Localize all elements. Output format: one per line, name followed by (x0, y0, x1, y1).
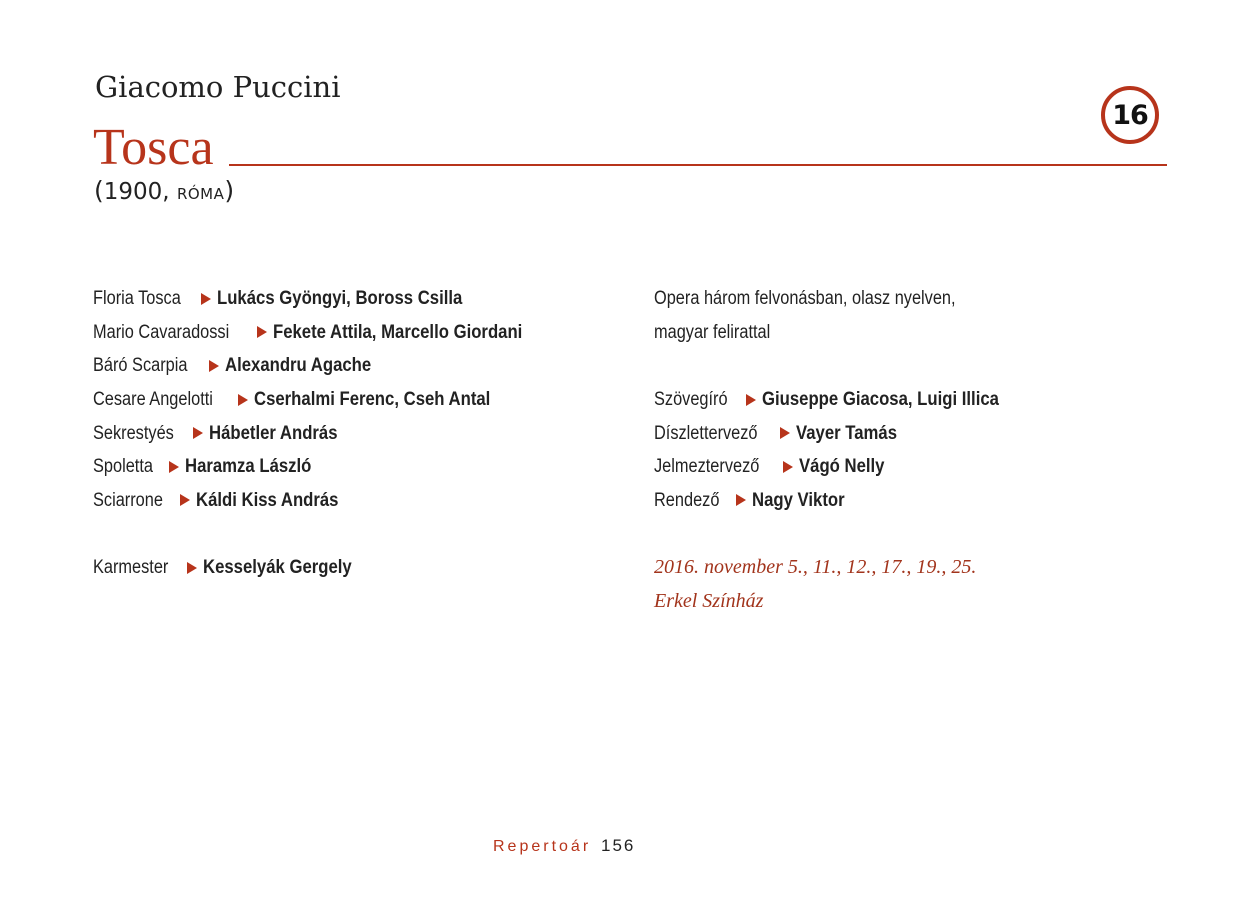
page-number: 156 (601, 836, 636, 855)
triangle-arrow-icon (180, 494, 190, 506)
creator-names: Giuseppe Giacosa, Luigi Illica (761, 389, 999, 411)
role-label: Karmester (93, 557, 169, 579)
footer-section-label: Repertoár (493, 838, 592, 855)
venue-text: Erkel Színház (654, 589, 764, 612)
description-line (654, 316, 1031, 350)
performer-names: Káldi Kiss András (196, 489, 339, 511)
conductor-name: Kesselyák Gergely (202, 557, 352, 579)
triangle-arrow-icon (201, 293, 211, 305)
creator-names: Vágó Nelly (798, 456, 884, 478)
cast-row (93, 416, 557, 450)
role-label: Báró Scarpia (93, 355, 188, 377)
role-label: Spoletta (93, 456, 153, 478)
performer-names: Hábetler András (208, 422, 338, 444)
role-label: Díszlettervező (654, 422, 758, 444)
description-text: Opera három felvonásban, olasz nyelven, (654, 288, 956, 310)
triangle-arrow-icon (193, 427, 203, 439)
premiere-info: (1900, RÓMA) (94, 176, 235, 205)
description-text: magyar felirattal (654, 321, 771, 343)
spacer (93, 517, 557, 551)
cast-row (93, 349, 557, 383)
creator-row (654, 416, 1031, 450)
cast-row (93, 383, 557, 417)
role-label: Sekrestyés (93, 422, 174, 444)
performer-names: Lukács Gyöngyi, Boross Csilla (217, 288, 463, 310)
creator-row (654, 383, 1031, 417)
creator-names: Nagy Viktor (752, 489, 845, 511)
cast-row (93, 484, 557, 518)
triangle-arrow-icon (187, 562, 197, 574)
triangle-arrow-icon (238, 394, 248, 406)
triangle-arrow-icon (169, 461, 179, 473)
role-label: Sciarrone (93, 489, 163, 511)
creator-row (654, 484, 1031, 518)
opera-title: Tosca (93, 119, 214, 176)
triangle-arrow-icon (209, 360, 219, 372)
performer-names: Haramza László (184, 456, 312, 478)
info-column (654, 282, 1031, 618)
role-label: Jelmeztervező (654, 456, 760, 478)
spacer (654, 517, 1031, 551)
role-label: Cesare Angelotti (93, 389, 213, 411)
performance-venue (654, 584, 1031, 618)
triangle-arrow-icon (783, 461, 793, 473)
cast-row (93, 282, 557, 316)
triangle-arrow-icon (746, 394, 756, 406)
role-label: Szövegíró (654, 389, 728, 411)
performance-dates (654, 551, 1031, 585)
cast-column (93, 282, 557, 584)
performer-names: Fekete Attila, Marcello Giordani (273, 321, 523, 343)
performer-names: Cserhalmi Ferenc, Cseh Antal (254, 389, 491, 411)
spacer (654, 349, 1031, 383)
triangle-arrow-icon (780, 427, 790, 439)
composer-name: Giacomo Puccini (95, 70, 341, 104)
performer-names: Alexandru Agache (224, 355, 372, 377)
role-label: Rendező (654, 489, 720, 511)
premiere-year: 1900, (103, 179, 170, 205)
triangle-arrow-icon (736, 494, 746, 506)
triangle-arrow-icon (257, 326, 267, 338)
cast-row (93, 450, 557, 484)
description-line (654, 282, 1031, 316)
age-rating-badge: 16 (1101, 86, 1159, 144)
title-rule (229, 164, 1167, 166)
creator-names: Vayer Tamás (796, 422, 898, 444)
cast-row (93, 316, 557, 350)
dates-text: 2016. november 5., 11., 12., 17., 19., 25. (654, 556, 977, 579)
creator-row (654, 450, 1031, 484)
role-label: Floria Tosca (93, 288, 181, 310)
premiere-city: RÓMA (176, 185, 225, 203)
conductor-row (93, 551, 557, 585)
role-label: Mario Cavaradossi (93, 321, 230, 343)
